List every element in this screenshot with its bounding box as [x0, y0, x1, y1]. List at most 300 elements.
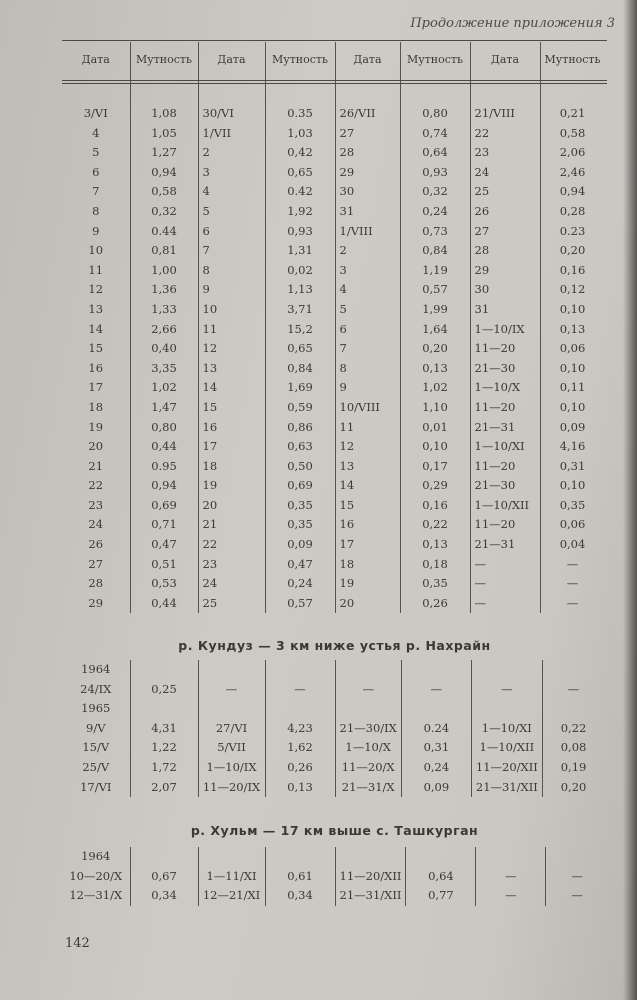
- table-row: [62, 594, 605, 614]
- turbidity-cell: 0,34: [130, 886, 198, 906]
- date-cell: 30: [335, 182, 400, 202]
- turbidity-cell: —: [540, 574, 605, 594]
- date-cell: 1—10/XII: [471, 738, 542, 758]
- turbidity-cell: 15,2: [265, 320, 335, 340]
- date-cell: 1—10/X: [335, 738, 401, 758]
- turbidity-cell: 0,35: [400, 574, 470, 594]
- date-cell: 10: [198, 300, 265, 320]
- khulm-table: [62, 847, 608, 906]
- turbidity-cell: 0,31: [401, 738, 471, 758]
- date-cell: [335, 847, 406, 867]
- date-cell: 21—31/XII: [335, 886, 406, 906]
- date-cell: 22: [88, 478, 104, 493]
- turbidity-cell: 0,94: [130, 163, 198, 183]
- top-rule: [62, 40, 607, 41]
- date-cell: [198, 660, 265, 680]
- date-cell: 5: [92, 145, 100, 160]
- turbidity-cell: 0,84: [400, 241, 470, 261]
- turbidity-cell: 0,29: [400, 476, 470, 496]
- turbidity-cell: —: [540, 594, 605, 614]
- date-cell: 5: [335, 300, 400, 320]
- date-cell: [476, 847, 546, 867]
- turbidity-cell: 0,16: [400, 496, 470, 516]
- date-cell: 3: [198, 163, 265, 183]
- turbidity-cell: 1,64: [400, 320, 470, 340]
- turbidity-cell: 4,16: [540, 437, 605, 457]
- date-cell: 11: [88, 262, 104, 277]
- turbidity-cell: 0,06: [540, 339, 605, 359]
- turbidity-cell: [546, 847, 608, 867]
- running-head: Продолжение приложения 3: [410, 16, 615, 31]
- date-cell: 1964: [81, 849, 111, 863]
- date-cell: 22: [198, 535, 265, 555]
- date-cell: 9: [92, 223, 100, 238]
- date-cell: 8: [198, 261, 265, 281]
- turbidity-cell: 0,04: [540, 535, 605, 555]
- turbidity-cell: 0,26: [265, 758, 335, 778]
- date-cell: 23: [88, 497, 104, 512]
- date-cell: 3/VI: [83, 106, 108, 120]
- table-row: [62, 847, 608, 867]
- date-cell: 1965: [81, 701, 111, 716]
- turbidity-cell: 1,72: [130, 758, 198, 778]
- date-cell: 28: [470, 241, 540, 261]
- date-cell: 6: [92, 164, 100, 179]
- turbidity-cell: 0,18: [400, 555, 470, 575]
- turbidity-cell: 0,86: [265, 418, 335, 438]
- turbidity-cell: 3,35: [130, 359, 198, 379]
- turbidity-cell: 0,94: [130, 476, 198, 496]
- date-cell: 24: [198, 574, 265, 594]
- turbidity-cell: —: [540, 555, 605, 575]
- date-cell: 19: [198, 476, 265, 496]
- turbidity-cell: 0,58: [540, 124, 605, 144]
- date-cell: 6: [335, 320, 400, 340]
- date-cell: 20: [198, 496, 265, 516]
- turbidity-cell: 0,08: [542, 738, 604, 758]
- section-title-khulm: р. Хульм — 17 км выше с. Ташкурган: [190, 823, 479, 838]
- turbidity-cell: 1,03: [265, 124, 335, 144]
- date-cell: 19: [88, 419, 104, 434]
- turbidity-cell: 1,05: [130, 124, 198, 144]
- turbidity-cell: 0,24: [400, 202, 470, 222]
- date-cell: 24/IX: [80, 681, 112, 696]
- date-cell: 30/VI: [198, 78, 265, 124]
- turbidity-cell: [130, 847, 198, 867]
- table-row: [62, 867, 608, 887]
- date-cell: 1—10/X: [470, 378, 540, 398]
- turbidity-cell: 0,57: [265, 594, 335, 614]
- date-cell: 10—20/X: [69, 868, 123, 883]
- table-row: [62, 202, 605, 222]
- table-row: [62, 182, 605, 202]
- turbidity-cell: 0,47: [130, 535, 198, 555]
- turbidity-cell: 1,69: [265, 378, 335, 398]
- header-rule: [62, 80, 607, 81]
- date-cell: —: [470, 555, 540, 575]
- turbidity-cell: 0,35: [540, 496, 605, 516]
- header-row: [62, 42, 605, 78]
- turbidity-cell: —: [546, 867, 608, 887]
- turbidity-cell: 1,19: [400, 261, 470, 281]
- turbidity-cell: 0,22: [542, 719, 604, 739]
- turbidity-cell: 0,44: [130, 594, 198, 614]
- turbidity-cell: —: [401, 680, 471, 700]
- date-cell: 7: [335, 339, 400, 359]
- turbidity-cell: 0,21: [540, 78, 605, 124]
- date-cell: 11—20: [470, 339, 540, 359]
- turbidity-cell: 0,19: [542, 758, 604, 778]
- turbidity-cell: 2,46: [540, 163, 605, 183]
- table-row: [62, 535, 605, 555]
- date-cell: 10/VIII: [335, 398, 400, 418]
- turbidity-cell: 0,80: [130, 418, 198, 438]
- date-cell: 14: [198, 378, 265, 398]
- column-header: Мутность: [540, 42, 605, 78]
- date-cell: 12: [198, 339, 265, 359]
- table-row: [62, 555, 605, 575]
- date-cell: 21—31/X: [335, 778, 401, 798]
- date-cell: 25/V: [82, 759, 110, 774]
- turbidity-cell: 0.24: [401, 719, 471, 739]
- date-cell: 25: [470, 182, 540, 202]
- date-cell: 1—11/XI: [198, 867, 265, 887]
- turbidity-cell: 0,59: [265, 398, 335, 418]
- date-cell: 17: [198, 437, 265, 457]
- turbidity-cell: [542, 699, 604, 719]
- table-row: [62, 339, 605, 359]
- date-cell: 31: [470, 300, 540, 320]
- date-cell: 21: [198, 515, 265, 535]
- date-cell: 14: [335, 476, 400, 496]
- table-row: [62, 320, 605, 340]
- date-cell: 22: [470, 124, 540, 144]
- turbidity-cell: 1,62: [265, 738, 335, 758]
- date-cell: 21/VIII: [470, 78, 540, 124]
- date-cell: [335, 699, 401, 719]
- date-cell: 21—30: [470, 476, 540, 496]
- turbidity-cell: 0,10: [400, 437, 470, 457]
- turbidity-cell: 0,53: [130, 574, 198, 594]
- date-cell: 28: [88, 576, 104, 591]
- turbidity-cell: 1,36: [130, 280, 198, 300]
- date-cell: 8: [92, 203, 100, 218]
- turbidity-cell: 0,24: [265, 574, 335, 594]
- date-cell: 26/VII: [335, 78, 400, 124]
- turbidity-cell: 0,57: [400, 280, 470, 300]
- date-cell: 21: [88, 458, 104, 473]
- date-cell: 11: [198, 320, 265, 340]
- turbidity-cell: 0,74: [400, 124, 470, 144]
- date-cell: 11: [335, 418, 400, 438]
- date-cell: 16: [198, 418, 265, 438]
- table-row: [62, 457, 605, 477]
- turbidity-cell: 0,65: [265, 163, 335, 183]
- turbidity-cell: 1,47: [130, 398, 198, 418]
- table-row: [62, 418, 605, 438]
- section-title-kunduz: р. Кундуз — 3 км ниже устья р. Нахрайн: [178, 638, 491, 653]
- turbidity-cell: —: [546, 886, 608, 906]
- date-cell: 1—10/IX: [198, 758, 265, 778]
- date-cell: 11—20/XII: [471, 758, 542, 778]
- table-row: [62, 886, 608, 906]
- turbidity-cell: 0,61: [265, 867, 335, 887]
- date-cell: —: [476, 886, 546, 906]
- turbidity-cell: 0,17: [400, 457, 470, 477]
- header-rule-double: [62, 83, 607, 84]
- date-cell: 20: [335, 594, 400, 614]
- date-cell: 11—20/XII: [335, 867, 406, 887]
- date-cell: 13: [88, 301, 104, 316]
- date-cell: 2: [198, 143, 265, 163]
- date-cell: 21—31/XII: [471, 778, 542, 798]
- turbidity-cell: 0,13: [400, 535, 470, 555]
- date-cell: 9/V: [86, 720, 106, 735]
- date-cell: 23: [198, 555, 265, 575]
- turbidity-cell: [406, 847, 476, 867]
- turbidity-cell: 0,34: [265, 886, 335, 906]
- date-cell: 15/V: [82, 740, 110, 755]
- turbidity-cell: 0,10: [540, 476, 605, 496]
- turbidity-cell: 0,40: [130, 339, 198, 359]
- date-cell: 21—31: [470, 418, 540, 438]
- turbidity-cell: 0,64: [400, 143, 470, 163]
- date-cell: —: [471, 680, 542, 700]
- turbidity-cell: 0,51: [130, 555, 198, 575]
- date-cell: 16: [88, 360, 104, 375]
- date-cell: 27: [335, 124, 400, 144]
- date-cell: 1964: [81, 662, 111, 676]
- kunduz-table: [62, 660, 604, 797]
- turbidity-cell: 0,06: [540, 515, 605, 535]
- turbidity-cell: 0,09: [265, 535, 335, 555]
- turbidity-cell: 0,63: [265, 437, 335, 457]
- table-row: [62, 163, 605, 183]
- turbidity-cell: 0,13: [540, 320, 605, 340]
- date-cell: —: [470, 574, 540, 594]
- turbidity-cell: 0,84: [265, 359, 335, 379]
- turbidity-cell: 0,81: [130, 241, 198, 261]
- date-cell: 13: [198, 359, 265, 379]
- table-row: [62, 699, 604, 719]
- turbidity-cell: 0,22: [400, 515, 470, 535]
- date-cell: 18: [198, 457, 265, 477]
- table-row: [62, 719, 604, 739]
- turbidity-cell: 0,42: [265, 143, 335, 163]
- date-cell: 26: [88, 537, 104, 552]
- date-cell: 5: [198, 202, 265, 222]
- turbidity-cell: 0,24: [401, 758, 471, 778]
- date-cell: 17: [335, 535, 400, 555]
- turbidity-cell: [265, 699, 335, 719]
- date-cell: 25: [198, 594, 265, 614]
- date-cell: [471, 699, 542, 719]
- date-cell: 12—21/XI: [198, 886, 265, 906]
- date-cell: 4: [198, 182, 265, 202]
- turbidity-cell: 0,32: [400, 182, 470, 202]
- date-cell: 9: [335, 378, 400, 398]
- date-cell: 27: [470, 222, 540, 242]
- date-cell: 1/VII: [198, 124, 265, 144]
- date-cell: 9: [198, 280, 265, 300]
- page-number: 142: [65, 936, 90, 951]
- turbidity-cell: 0,09: [540, 418, 605, 438]
- turbidity-cell: 0,73: [400, 222, 470, 242]
- turbidity-cell: 1,00: [130, 261, 198, 281]
- turbidity-cell: 0,25: [130, 680, 198, 700]
- date-cell: 12—31/X: [69, 888, 123, 903]
- date-cell: 12: [335, 437, 400, 457]
- column-header: Мутность: [265, 42, 335, 78]
- date-cell: 21—31: [470, 535, 540, 555]
- date-cell: 4: [335, 280, 400, 300]
- turbidity-cell: 0,20: [542, 778, 604, 798]
- date-cell: [198, 699, 265, 719]
- turbidity-cell: 0,50: [265, 457, 335, 477]
- table-row: [62, 300, 605, 320]
- turbidity-cell: 1,31: [265, 241, 335, 261]
- date-cell: 15: [198, 398, 265, 418]
- column-header: Мутность: [400, 42, 470, 78]
- date-cell: 7: [198, 241, 265, 261]
- table-row: [62, 378, 605, 398]
- date-cell: 11—20/IX: [198, 778, 265, 798]
- turbidity-cell: 1,13: [265, 280, 335, 300]
- date-cell: 26: [470, 202, 540, 222]
- table-row: [62, 261, 605, 281]
- date-cell: 28: [335, 143, 400, 163]
- turbidity-cell: 0,77: [406, 886, 476, 906]
- turbidity-cell: 0,10: [540, 359, 605, 379]
- turbidity-cell: 2,07: [130, 778, 198, 798]
- table-row: [62, 496, 605, 516]
- table-row: [62, 574, 605, 594]
- date-cell: 29: [335, 163, 400, 183]
- turbidity-cell: 0,20: [400, 339, 470, 359]
- turbidity-cell: 1,10: [400, 398, 470, 418]
- date-cell: 1—10/IX: [470, 320, 540, 340]
- turbidity-cell: 0,71: [130, 515, 198, 535]
- date-cell: 15: [335, 496, 400, 516]
- date-cell: 17: [88, 380, 104, 395]
- turbidity-cell: 0,10: [540, 300, 605, 320]
- date-cell: 31: [335, 202, 400, 222]
- date-cell: 6: [198, 222, 265, 242]
- turbidity-cell: [542, 660, 604, 680]
- date-cell: 12: [88, 282, 104, 297]
- turbidity-cell: [265, 660, 335, 680]
- table-row: [62, 660, 604, 680]
- date-cell: 1—10/XI: [471, 719, 542, 739]
- turbidity-cell: 0,20: [540, 241, 605, 261]
- turbidity-cell: [265, 847, 335, 867]
- turbidity-cell: 0,58: [130, 182, 198, 202]
- date-cell: 30: [470, 280, 540, 300]
- date-cell: 29: [88, 595, 104, 610]
- turbidity-cell: 0,47: [265, 555, 335, 575]
- date-cell: 27/VI: [198, 719, 265, 739]
- turbidity-cell: 4,31: [130, 719, 198, 739]
- date-cell: 1—10/XI: [470, 437, 540, 457]
- table-row: [62, 241, 605, 261]
- date-cell: [335, 660, 401, 680]
- column-header: Мутность: [130, 42, 198, 78]
- turbidity-cell: [401, 660, 471, 680]
- table-row: [62, 359, 605, 379]
- turbidity-cell: 0.35: [265, 78, 335, 124]
- table-row: [62, 222, 605, 242]
- column-header: Дата: [335, 42, 400, 78]
- turbidity-cell: 0,16: [540, 261, 605, 281]
- turbidity-cell: 0,10: [540, 398, 605, 418]
- turbidity-cell: —: [542, 680, 604, 700]
- page-edge-shadow: [623, 0, 637, 1000]
- date-cell: 11—20: [470, 398, 540, 418]
- table-row: [62, 515, 605, 535]
- turbidity-cell: 0.44: [130, 222, 198, 242]
- date-cell: 21—30: [470, 359, 540, 379]
- date-cell: [198, 847, 265, 867]
- date-cell: 13: [335, 457, 400, 477]
- turbidity-cell: 0.42: [265, 182, 335, 202]
- date-cell: 10: [88, 243, 104, 258]
- date-cell: 27: [88, 556, 104, 571]
- turbidity-cell: 0,44: [130, 437, 198, 457]
- date-cell: 5/VII: [198, 738, 265, 758]
- turbidity-cell: 0,93: [400, 163, 470, 183]
- date-cell: 17/VI: [80, 779, 112, 794]
- date-cell: —: [335, 680, 401, 700]
- table-row: [62, 680, 604, 700]
- date-cell: 18: [335, 555, 400, 575]
- turbidity-cell: 0,94: [540, 182, 605, 202]
- date-cell: 1/VIII: [335, 222, 400, 242]
- date-cell: 19: [335, 574, 400, 594]
- table-row: [62, 758, 604, 778]
- turbidity-cell: 1,22: [130, 738, 198, 758]
- table-row: [62, 78, 605, 124]
- turbidity-cell: 0,35: [265, 515, 335, 535]
- date-cell: —: [470, 594, 540, 614]
- date-cell: 21—30/IX: [335, 719, 401, 739]
- turbidity-cell: 0,26: [400, 594, 470, 614]
- date-cell: —: [198, 680, 265, 700]
- turbidity-cell: 1,92: [265, 202, 335, 222]
- turbidity-cell: 0,65: [265, 339, 335, 359]
- turbidity-cell: 2,06: [540, 143, 605, 163]
- turbidity-cell: 2,66: [130, 320, 198, 340]
- turbidity-cell: 0,69: [265, 476, 335, 496]
- date-cell: 3: [335, 261, 400, 281]
- turbidity-cell: 0,35: [265, 496, 335, 516]
- table-row: [62, 124, 605, 144]
- date-cell: 8: [335, 359, 400, 379]
- date-cell: 20: [88, 439, 104, 454]
- table-row: [62, 738, 604, 758]
- turbidity-cell: 0,32: [130, 202, 198, 222]
- table-row: [62, 778, 604, 798]
- turbidity-cell: 1,02: [400, 378, 470, 398]
- date-cell: 4: [92, 125, 100, 140]
- turbidity-cell: 0,13: [400, 359, 470, 379]
- turbidity-cell: 0,09: [401, 778, 471, 798]
- date-cell: 11—20: [470, 457, 540, 477]
- turbidity-cell: 1,02: [130, 378, 198, 398]
- date-cell: 14: [88, 321, 104, 336]
- turbidity-cell: 0,80: [400, 78, 470, 124]
- turbidity-cell: 0,93: [265, 222, 335, 242]
- date-cell: 16: [335, 515, 400, 535]
